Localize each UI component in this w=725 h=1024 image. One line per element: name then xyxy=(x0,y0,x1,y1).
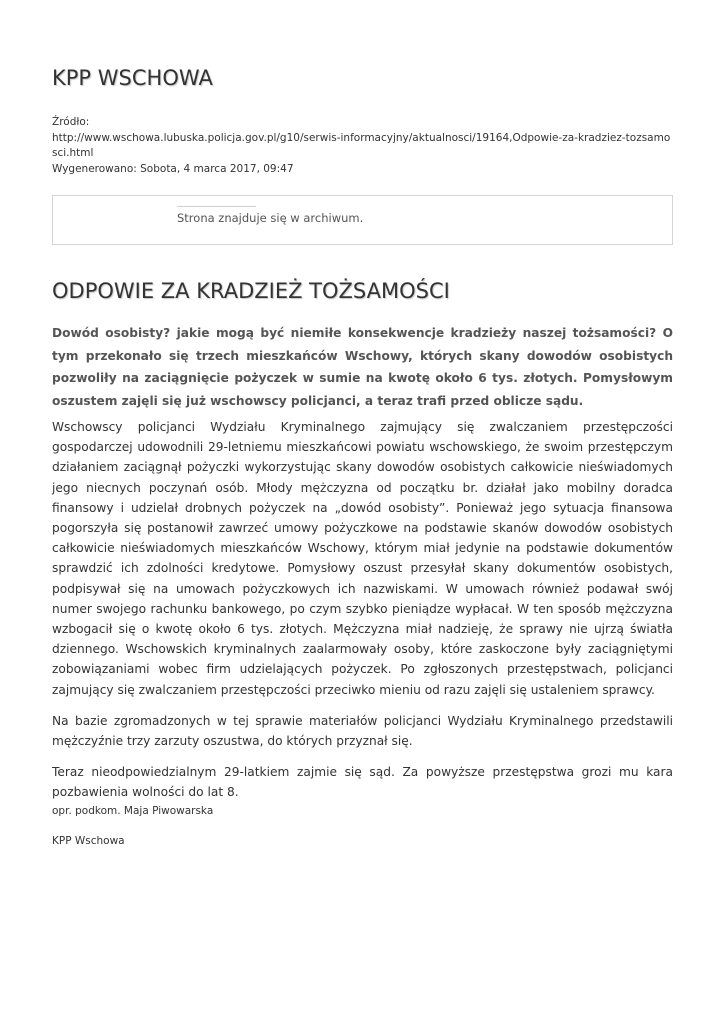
archive-notice xyxy=(52,195,673,245)
archive-message: Strona znajduje się w archiwum. xyxy=(177,211,364,225)
source-label: Źródło: xyxy=(52,116,90,128)
article-paragraph: Wschowscy policjanci Wydziału Kryminalnego zajmujący się zwalczaniem przestępczości gospodarczej udowodnili 29-letniemu mieszkańcowi powiatu wschowskiego, że swoim przestępczym działaniem zaciągnął pożyczki wykorzystując skany dowodów osobistych całkowicie nieświadomych jego niecnych poczynań osób. Młody mężczyzna od początku br. działał jako mobilny doradca finansowy i udzielał drobnych pożyczek na „dowód osobisty”. Ponieważ jego sytuacja finansowa pogorszyła się postanowił zawrzeć umowy pożyczkowe na podstawie skanów dowodów osobistych całkowicie nieświadomych mieszkańców Wschowy, którym miał jedynie na podstawie dokumentów sprawdzić ich zdolności kredytowe. Pomysłowy oszust przesyłał skany dokumentów osobistych, podpisywał się na umowach pożyczkowych ich nazwiskami. W umowach również podawał swój numer swojego rachunku bankowego, po czym szybko pieniądze wypłacał. W ten sposób mężczyzna wzbogacił się o kwotę około 6 tys. złotych. Mężczyzna miał nadzieję, że sprawy nie ujrzą światła dziennego. Wschowskich kryminalnych zaalarmowały osoby, które zaskoczone były zaciągniętymi zobowiązaniami wobec firm udzielających pożyczek. Po zgłoszonych przestępstwach, policjanci zajmujący się zwalczaniem przestępczości przeciwko mieniu od razu zajęli się ustaleniem sprawcy. xyxy=(52,420,673,697)
article-paragraph: Teraz nieodpowiedzialnym 29-latkiem zajmie się sąd. Za powyższe przestępstwa grozi mu kara pozbawienia wolności do lat 8. xyxy=(52,765,673,800)
article-paragraph: Na bazie zgromadzonych w tej sprawie materiałów policjanci Wydziału Kryminalnego przedstawili mężczyźnie trzy zarzuty oszustwa, do których przyznał się. xyxy=(52,713,673,749)
article-unit: KPP Wschowa xyxy=(52,835,125,847)
site-title: KPP WSCHOWA xyxy=(52,66,213,90)
article-body xyxy=(52,417,673,814)
document-meta xyxy=(52,115,673,177)
source-url: http://www.wschowa.lubuska.policja.gov.pl/g10/serwis-informacyjny/aktualnosci/19164,Odpowie-za-kradziez-tozsamosci.html xyxy=(52,131,671,159)
article-author: opr. podkom. Maja Piwowarska xyxy=(52,805,214,817)
article-lead: Dowód osobisty? jakie mogą być niemiłe konsekwencje kradzieży naszej tożsamości? O tym przekonało się trzech mieszkańców Wschowy, których skany dowodów osobistych pozwoliły na zaciągnięcie pożyczek w sumie na kwotę około 6 tys. złotych. Pomysłowym oszustem zajęli się już wschowscy policjanci, a teraz trafi przed oblicze sądu. xyxy=(52,326,673,408)
generated-date: Wygenerowano: Sobota, 4 marca 2017, 09:47 xyxy=(52,162,294,175)
article-title: ODPOWIE ZA KRADZIEŻ TOŻSAMOŚCI xyxy=(52,279,450,303)
archive-divider xyxy=(177,206,256,207)
